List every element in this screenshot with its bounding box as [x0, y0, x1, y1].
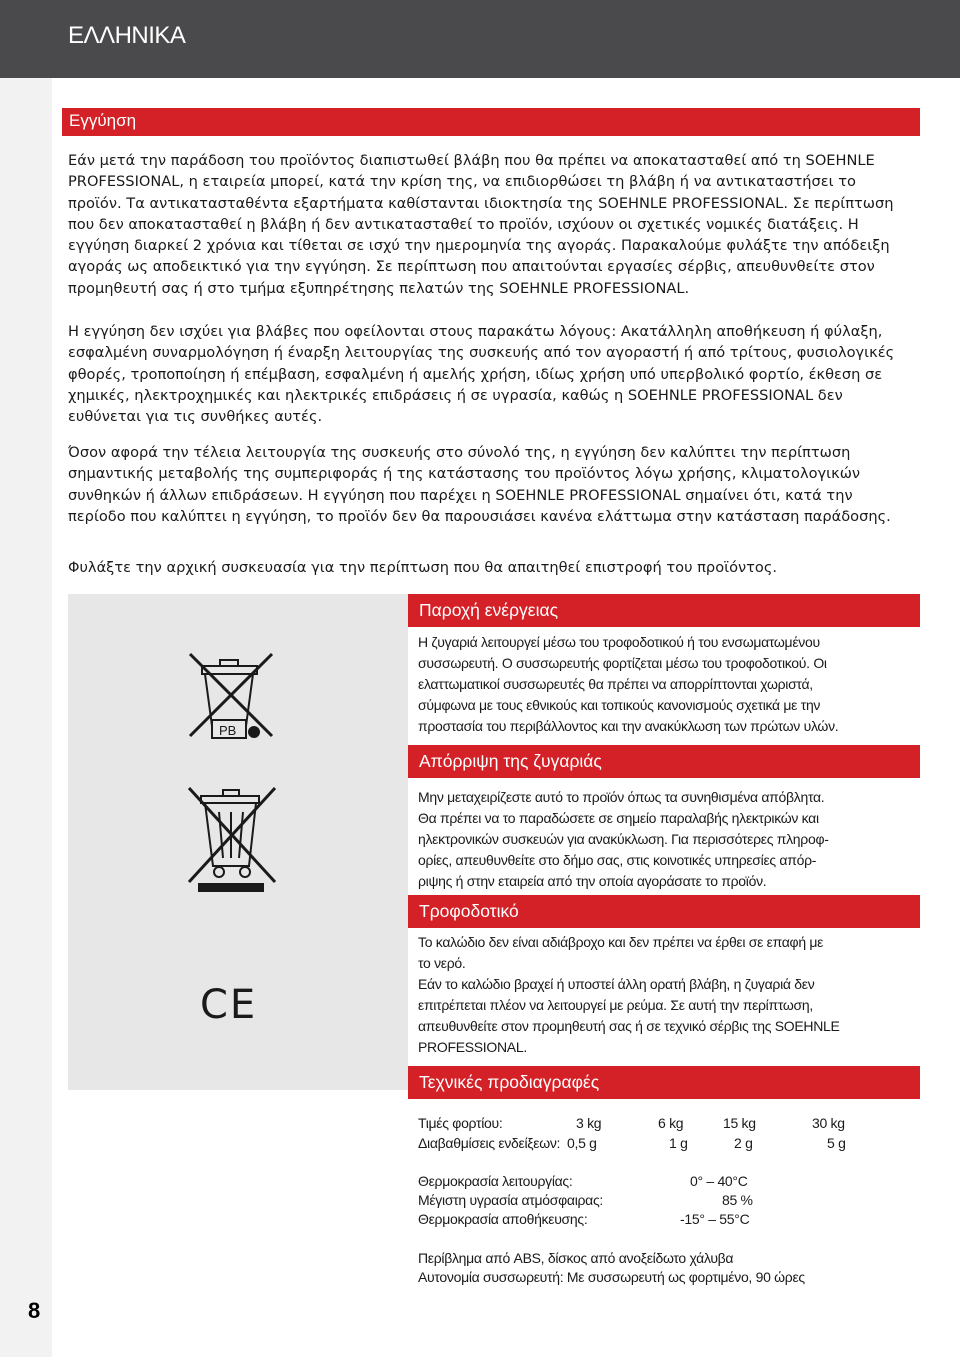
storage-temp-label: Θερμοκρασία αποθήκευσης:: [418, 1211, 588, 1227]
specs-heading-bar: [408, 1066, 920, 1099]
pb-label: PB: [219, 723, 237, 738]
adapter-line: Το καλώδιο δεν είναι αδιάβροχο και δεν πρέπει να έρθει σε επαφή με: [418, 934, 824, 950]
disposal-line: Θα πρέπει να το παραδώσετε σε σημείο παραλαβής ηλεκτρικών και: [418, 810, 819, 826]
adapter-line: Εάν το καλώδιο βραχεί ή υποστεί άλλη ορατή βλάβη, η ζυγαριά δεν: [418, 976, 815, 992]
warranty-paragraph-3: Όσον αφορά την τέλεια λειτουργία της συσκευής στο σύνολό της, η εγγύηση δεν καλύπτει την περίπτωση σημαντικής μεταβολής της συμπεριφοράς ή της κατάστασης του προϊόντος λόγω χρήσης, κλιματολογικών συνθηκών ή άλλων επιδράσεων. Η εγγύηση που παρέχει η SOEHNLE PROFESSIONAL σημαίνει ότι, κατά την περίοδο που καλύπτει η εγγύηση, το προϊόν δεν θα παρουσιάσει κανένα ελάττωμα στην κατάσταση παράδοσης.: [68, 444, 891, 525]
capacity-value: 3 kg: [576, 1115, 602, 1131]
division-value: 5 g: [827, 1135, 846, 1151]
power-heading: Παροχή ενέργειας: [419, 600, 559, 620]
adapter-line: το νερό.: [418, 955, 466, 971]
division-value: 2 g: [734, 1135, 753, 1151]
disposal-text: [418, 787, 898, 892]
power-line: συσσωρευτή. Ο συσσωρευτής φορτίζεται μέσω του τροφοδοτικού. Οι: [418, 655, 827, 671]
housing-text: Περίβλημα από ABS, δίσκος από ανοξείδωτο χάλυβα: [418, 1250, 734, 1266]
op-temp-label: Θερμοκρασία λειτουργίας:: [418, 1173, 573, 1189]
header-bar: [0, 0, 960, 78]
division-value: 1 g: [669, 1135, 688, 1151]
adapter-heading: Τροφοδοτικό: [419, 901, 519, 921]
warranty-paragraph-4: Φυλάξτε την αρχική συσκευασία για την περίπτωση που θα απαιτηθεί επιστροφή του προϊόντος.: [68, 559, 778, 576]
power-text: [418, 632, 898, 737]
adapter-line: απευθυνθείτε στον προμηθευτή σας ή σε τεχνικό σέρβις της SOEHNLE: [418, 1018, 840, 1034]
disposal-line: ριψης ή στην εταιρεία από την οποία αγοράσατε το προϊόν.: [418, 873, 767, 889]
disposal-line: ορίες, απευθυνθείτε στο δήμο σας, στις κοινοτικές υπηρεσίες απόρ-: [418, 852, 817, 868]
battery-text: Αυτονομία συσσωρευτή: Με συσσωρευτή ως φορτιμένο, 90 ώρες: [418, 1269, 805, 1285]
humidity-value: 85 %: [722, 1192, 753, 1208]
disposal-heading-bar: [408, 745, 920, 778]
disposal-line: Μην μεταχειρίζεστε αυτό το προϊόν όπως τα συνηθισμένα απόβλητα.: [418, 789, 825, 805]
battery-disposal-icon: [182, 644, 282, 744]
weee-icon: [183, 784, 283, 894]
capacity-value: 15 kg: [723, 1115, 756, 1131]
humidity-label: Μέγιστη υγρασία ατμόσφαιρας:: [418, 1192, 604, 1208]
ce-mark: CE: [200, 982, 258, 1028]
power-heading-bar: [408, 594, 920, 627]
warranty-heading-bar: [62, 108, 920, 136]
storage-temp-value: -15° – 55°C: [680, 1211, 750, 1227]
page-sidebar: [0, 78, 52, 1357]
warranty-paragraph-2: Η εγγύηση δεν ισχύει για βλάβες που οφείλονται στους παρακάτω λόγους: Ακατάλληλη αποθήκευση ή φύλαξη, εσφαλμένη συναρμολόγηση ή έναρξη λειτουργίας της συσκευής από τον αγοραστή ή από τρίτους, φυσιολογικές φθορές, τροποποίηση ή επέμβαση, εσφαλμένη ή αμελής χρήση, ιδίως χρήση υπό υπερβολικό φορτίο, έκθεση σε χημικές, ηλεκτροχημικές και ηλεκτρικές επιδράσεις ή σε υγρασία, καθώς η SOEHNLE PROFESSIONAL δεν ευθύνεται για τις συνθήκες αυτές.: [68, 323, 895, 426]
power-line: ελαττωματικοί συσσωρευτές θα πρέπει να απορρίπτονται χωριστά,: [418, 676, 813, 692]
capacity-value: 30 kg: [812, 1115, 845, 1131]
division-label: Διαβαθμίσεις ενδείξεων:: [418, 1135, 561, 1151]
disposal-line: ηλεκτρονικών συσκευών για ανακύκλωση. Για περισσότερες πληροφ-: [418, 831, 829, 847]
power-line: σύμφωνα με τους εθνικούς και τοπικούς κανονισμούς σχετικά με την: [418, 697, 821, 713]
page-number: 8: [28, 1298, 41, 1323]
warranty-paragraph-1: Εάν μετά την παράδοση του προϊόντος διαπιστωθεί βλάβη που θα πρέπει να αποκατασταθεί από τη SOEHNLE PROFESSIONAL, η εταιρεία μπορεί, κατά την κρίση της, να επιδιορθώσει τη βλάβη ή να αντικαταστήσει το προϊόν. Τα αντικατασταθέντα εξαρτήματα καθίστανται ιδιοκτησία της SOEHNLE PROFESSIONAL. Σε περίπτωση που δεν αποκατασταθεί η βλάβη ή δεν αντικατασταθεί το προϊόν, ισχύουν οι σχετικές νομικές διατάξεις. Η εγγύηση διαρκεί 2 χρόνια και τίθεται σε ισχύ την ημερομηνία της αγοράς. Παρακαλούμε φυλάξτε την απόδειξη αγοράς ως αποδεικτικό για την εγγύηση. Σε περίπτωση που απαιτούνται εργασίες σέρβις, απευθυνθείτε στον προμηθευτή σας ή στο τμήμα εξυπηρέτησης πελατών της SOEHNLE PROFESSIONAL.: [68, 152, 894, 297]
adapter-line: επιτρέπεται πλέον να λειτουργεί με ρεύμα. Σε αυτή την περίπτωση,: [418, 997, 813, 1013]
capacity-label: Τιμές φορτίου:: [418, 1115, 503, 1131]
icon-panel: [68, 594, 408, 1090]
adapter-text: [418, 932, 898, 1058]
adapter-line: PROFESSIONAL.: [418, 1039, 527, 1055]
language-title: ΕΛΛΗΝΙΚΑ: [68, 22, 186, 49]
specs-heading: Τεχνικές προδιαγραφές: [419, 1072, 600, 1092]
adapter-heading-bar: [408, 895, 920, 928]
power-line: προστασία του περιβάλλοντος και την ανακύκλωση των πρώτων υλών.: [418, 718, 839, 734]
power-line: Η ζυγαριά λειτουργεί μέσω του τροφοδοτικού ή του ενσωματωμένου: [418, 634, 820, 650]
capacity-value: 6 kg: [658, 1115, 684, 1131]
disposal-heading: Απόρριψη της ζυγαριάς: [419, 751, 602, 771]
warranty-heading: Εγγύηση: [69, 111, 137, 130]
op-temp-value: 0° – 40°C: [690, 1173, 748, 1189]
division-value: 0,5 g: [567, 1135, 597, 1151]
